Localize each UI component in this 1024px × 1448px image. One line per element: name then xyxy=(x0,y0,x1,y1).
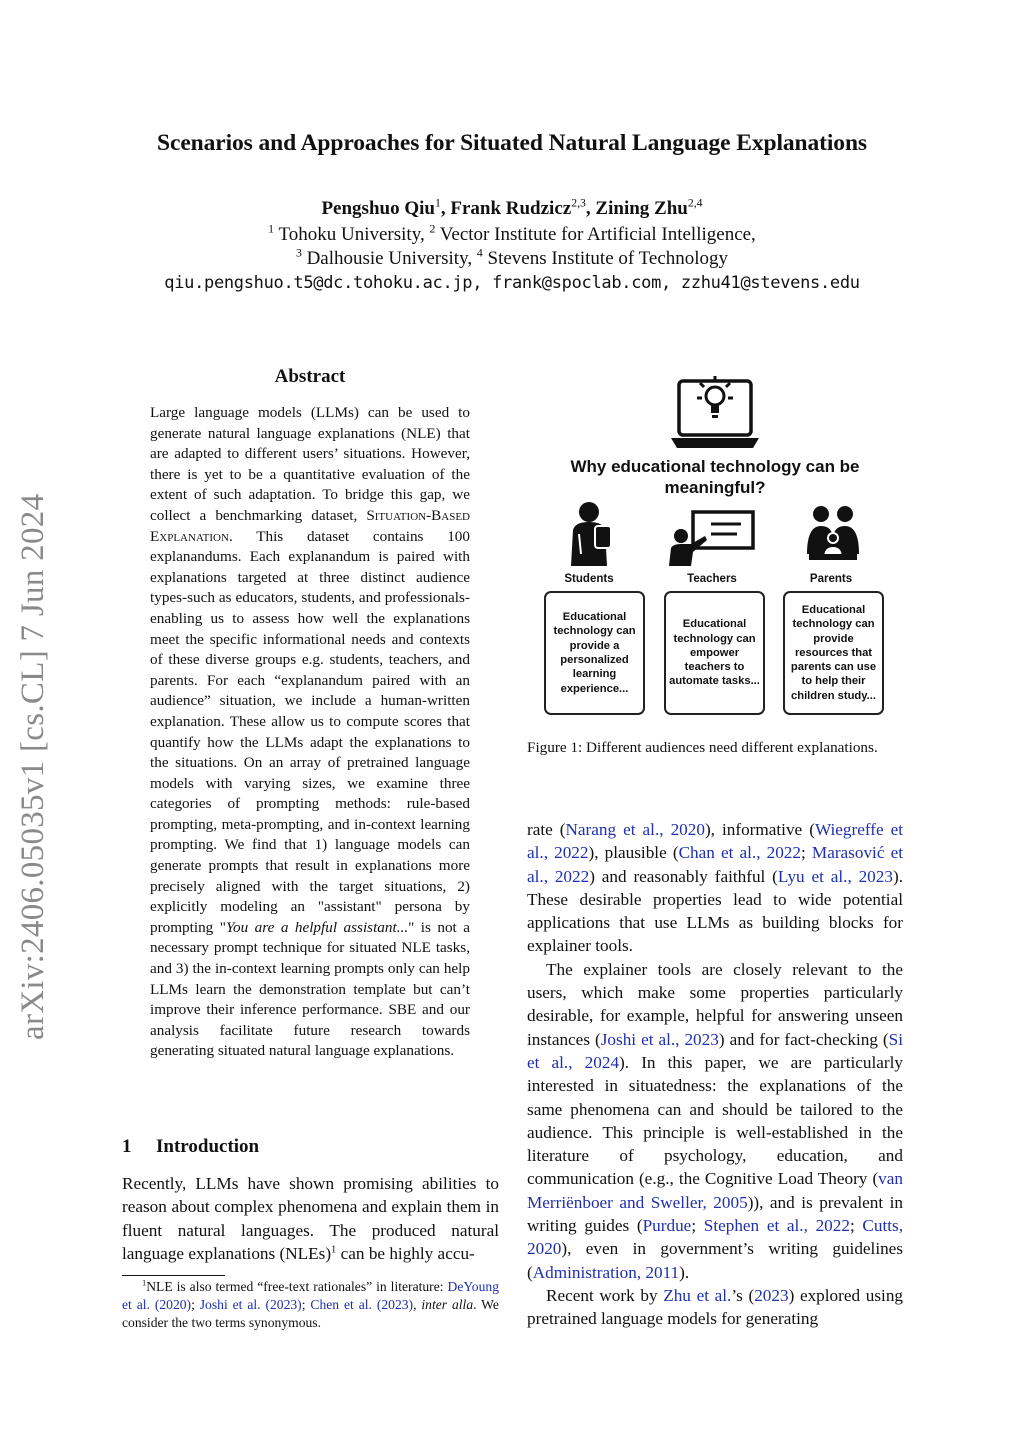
text-run: inter alla xyxy=(421,1297,474,1312)
footnote-marker: 1 xyxy=(331,1244,337,1256)
author-separator: , xyxy=(440,198,451,219)
panel-text-parents: Educational technology can provide resources that parents can use to help their children study... xyxy=(790,603,877,702)
text-run: NLE is also termed “free-text rationales” in literature: xyxy=(146,1279,448,1294)
citation-link[interactable]: Narang et al., 2020 xyxy=(565,820,705,839)
citation-link[interactable]: Chen et al. (2023) xyxy=(310,1297,414,1312)
affil-marker: 4 xyxy=(476,246,483,260)
text-run: The explainer tools are closely relevant to the users, which make some properties particularly desirable, for example, helpful for answering unseen instances ( xyxy=(527,959,903,1049)
paper-title: Scenarios and Approaches for Situated Natural Language Explanations xyxy=(157,130,867,156)
affil-name: Stevens Institute of Technology xyxy=(482,248,729,269)
author-name: Zining Zhu xyxy=(595,198,688,219)
author-affil-marker: 2,4 xyxy=(687,196,703,210)
affil-marker: 1 xyxy=(268,222,275,236)
author-list xyxy=(0,198,1024,220)
text-run: Recent work by xyxy=(546,1285,664,1305)
text-run: ; xyxy=(691,1216,704,1236)
author-name: Pengshuo Qiu xyxy=(321,198,435,219)
text-run: ; xyxy=(849,1216,863,1236)
affiliations-line-1 xyxy=(0,224,1024,246)
text-run: ). In this paper, we are particularly interested in situatedness: the explanations of the same phenomena can and should be tailored to the audience. This principle is well-established in the literature of psychology, education, and communication (e.g., the Cognitive Load Theory ( xyxy=(527,1052,904,1189)
citation-link[interactable]: Chan et al., 2022 xyxy=(678,843,801,863)
footnote xyxy=(122,1278,499,1332)
panel-label-teachers: Teachers xyxy=(687,573,737,585)
panel-label-students: Students xyxy=(564,573,614,585)
footnote-marker: 1 xyxy=(142,1277,147,1288)
text-run: ; xyxy=(801,843,812,863)
footnote-rule xyxy=(122,1275,225,1276)
citation-link[interactable]: Purdue xyxy=(642,1216,692,1236)
affil-name: Vector Institute for Artificial Intelligence, xyxy=(435,224,756,245)
text-run: ) and reasonably faithful ( xyxy=(589,866,778,886)
citation-link[interactable]: DeYoung et al. (2020) xyxy=(122,1279,499,1312)
text-run: " is not a necessary prompt technique for situated NLE tasks, and 3) the in-context learning prompts only can help LLMs learn the demonstration template but can’t improve their inference performance. SBE and our analysis facilitate future research towards generating situated natural language explanations. xyxy=(150,918,470,1060)
figure-1 xyxy=(527,360,903,730)
text-run: , xyxy=(413,1297,422,1312)
abstract-heading: Abstract xyxy=(274,366,346,387)
citation-link[interactable]: van Merriënboer and Sweller, 2005 xyxy=(527,1169,903,1212)
text-run: . We consider the two terms synonymous. xyxy=(122,1297,499,1330)
text-run: ; xyxy=(191,1297,200,1312)
citation-link[interactable]: Joshi et al. (2023) xyxy=(199,1297,302,1312)
right-column-body xyxy=(527,818,903,1331)
text-run: ) explored using pretrained language models for generating xyxy=(527,1285,904,1329)
text-run: ). xyxy=(679,1262,690,1282)
footnote-text xyxy=(122,1278,499,1332)
text-run: . This dataset contains 100 explanandums. Each explanandum is paired with explanations targeted at three distinct audience types-such as educators, students, and professionals-enabling us to assess how well the explanations meet the specific informational needs and contexts of these diverse groups e.g. students, teachers, and parents. For each “explanandum paired with an audience” situation, we include a human-written explanation. These allow us to compute scores that quantify how the LLMs adapt the explanations to the situations. On an array of pretrained language models with varying sizes, we examine three categories of prompting methods: rule-based prompting, meta-prompting, and in-context learning prompting. We find that 1) language models can generate prompts that result in explanations more precisely aligned with the target situations, 2) explicitly modeling an "assistant" persona by prompting " xyxy=(150,527,470,936)
text-run: rate ( xyxy=(527,820,566,839)
text-run: ’s ( xyxy=(731,1285,755,1305)
citation-link[interactable]: Wiegreffe et al., 2022 xyxy=(527,820,904,863)
citation-link[interactable]: Administration, 2011 xyxy=(532,1262,680,1282)
text-run: can be highly accu- xyxy=(336,1243,475,1263)
section-heading-introduction xyxy=(122,1136,259,1158)
citation-link[interactable]: Stephen et al., 2022 xyxy=(703,1216,850,1236)
panel-text-students: Educational technology can provide a personalized learning experience... xyxy=(553,611,636,695)
citation-link[interactable]: 2023 xyxy=(754,1285,789,1305)
affil-marker: 2 xyxy=(429,222,436,236)
body-paragraph xyxy=(527,958,903,1284)
arxiv-stamp: arXiv:2406.05035v1 [cs.CL] 7 Jun 2024 xyxy=(15,493,51,1040)
text-run: ), even in government’s writing guidelines ( xyxy=(527,1239,903,1282)
abstract-body xyxy=(150,403,470,1062)
affil-marker: 3 xyxy=(295,246,302,260)
section-number: 1 xyxy=(122,1136,132,1157)
author-name: Frank Rudzicz xyxy=(450,198,572,219)
panel-text-teachers: Educational technology can empower teachers to automate tasks... xyxy=(669,618,760,688)
citation-link[interactable]: Marasović et al., 2022 xyxy=(527,843,903,886)
text-run: ), informative ( xyxy=(704,820,815,839)
citation-link[interactable]: Lyu et al., 2023 xyxy=(777,866,893,886)
author-emails: qiu.pengshuo.t5@dc.tohoku.ac.jp, frank@spoclab.com, zzhu41@stevens.edu xyxy=(164,273,860,293)
citation-link[interactable]: Zhu et al. xyxy=(663,1285,732,1305)
author-affil-marker: 1 xyxy=(434,196,441,210)
section-title: Introduction xyxy=(156,1136,260,1157)
panel-box-parents xyxy=(783,591,884,715)
text-run: Recently, LLMs have shown promising abilities to reason about complex phenomena and explain them in fluent natural languages. The produced natural language explanations (NLEs) xyxy=(122,1174,499,1263)
text-run: Situation-Based Explanation xyxy=(150,506,470,545)
panel-box-students xyxy=(544,591,645,715)
text-run: ; xyxy=(301,1297,311,1312)
text-run: You are a helpful assistant... xyxy=(225,918,409,936)
laptop-lightbulb-icon xyxy=(669,368,761,454)
panel-box-teachers xyxy=(664,591,765,715)
body-paragraph xyxy=(527,1284,903,1331)
text-run: Large language models (LLMs) can be used to generate natural language explanations (NLE) that are adapted to different users’ situations. However, there is yet to be a quantitative evaluation of the extent of such adaptation. To bridge this gap, we collect a benchmarking dataset, xyxy=(150,404,470,524)
abstract-paragraph xyxy=(150,403,470,1062)
text-run: ), plausible ( xyxy=(588,843,679,863)
text-run: )), and is prevalent in writing guides ( xyxy=(527,1192,903,1236)
affil-name: Tohoku University, xyxy=(274,224,430,245)
text-run: ) and for fact-checking ( xyxy=(718,1029,889,1049)
student-icon xyxy=(565,500,617,568)
author-affil-marker: 2,3 xyxy=(571,196,586,210)
citation-link[interactable]: Si et al., 2024 xyxy=(527,1029,903,1072)
intro-paragraph xyxy=(122,1172,499,1265)
panel-label-parents: Parents xyxy=(809,573,853,585)
introduction-body xyxy=(122,1172,499,1265)
affiliations-line-2 xyxy=(0,248,1024,270)
parents-icon xyxy=(801,504,865,568)
figure-caption: Figure 1: Different audiences need different explanations. xyxy=(527,739,878,756)
citation-link[interactable]: Cutts, 2020 xyxy=(527,1216,903,1259)
body-paragraph xyxy=(527,818,903,958)
affil-name: Dalhousie University, xyxy=(301,248,477,269)
text-run: ). These desirable properties lead to wide potential applications that use LLMs as building blocks for explainer tools. xyxy=(527,866,903,956)
figure-title: Why educational technology can be meaningful? xyxy=(570,457,860,497)
teacher-icon xyxy=(667,508,757,568)
citation-link[interactable]: Joshi et al., 2023 xyxy=(600,1029,719,1049)
author-separator: , xyxy=(585,198,596,219)
